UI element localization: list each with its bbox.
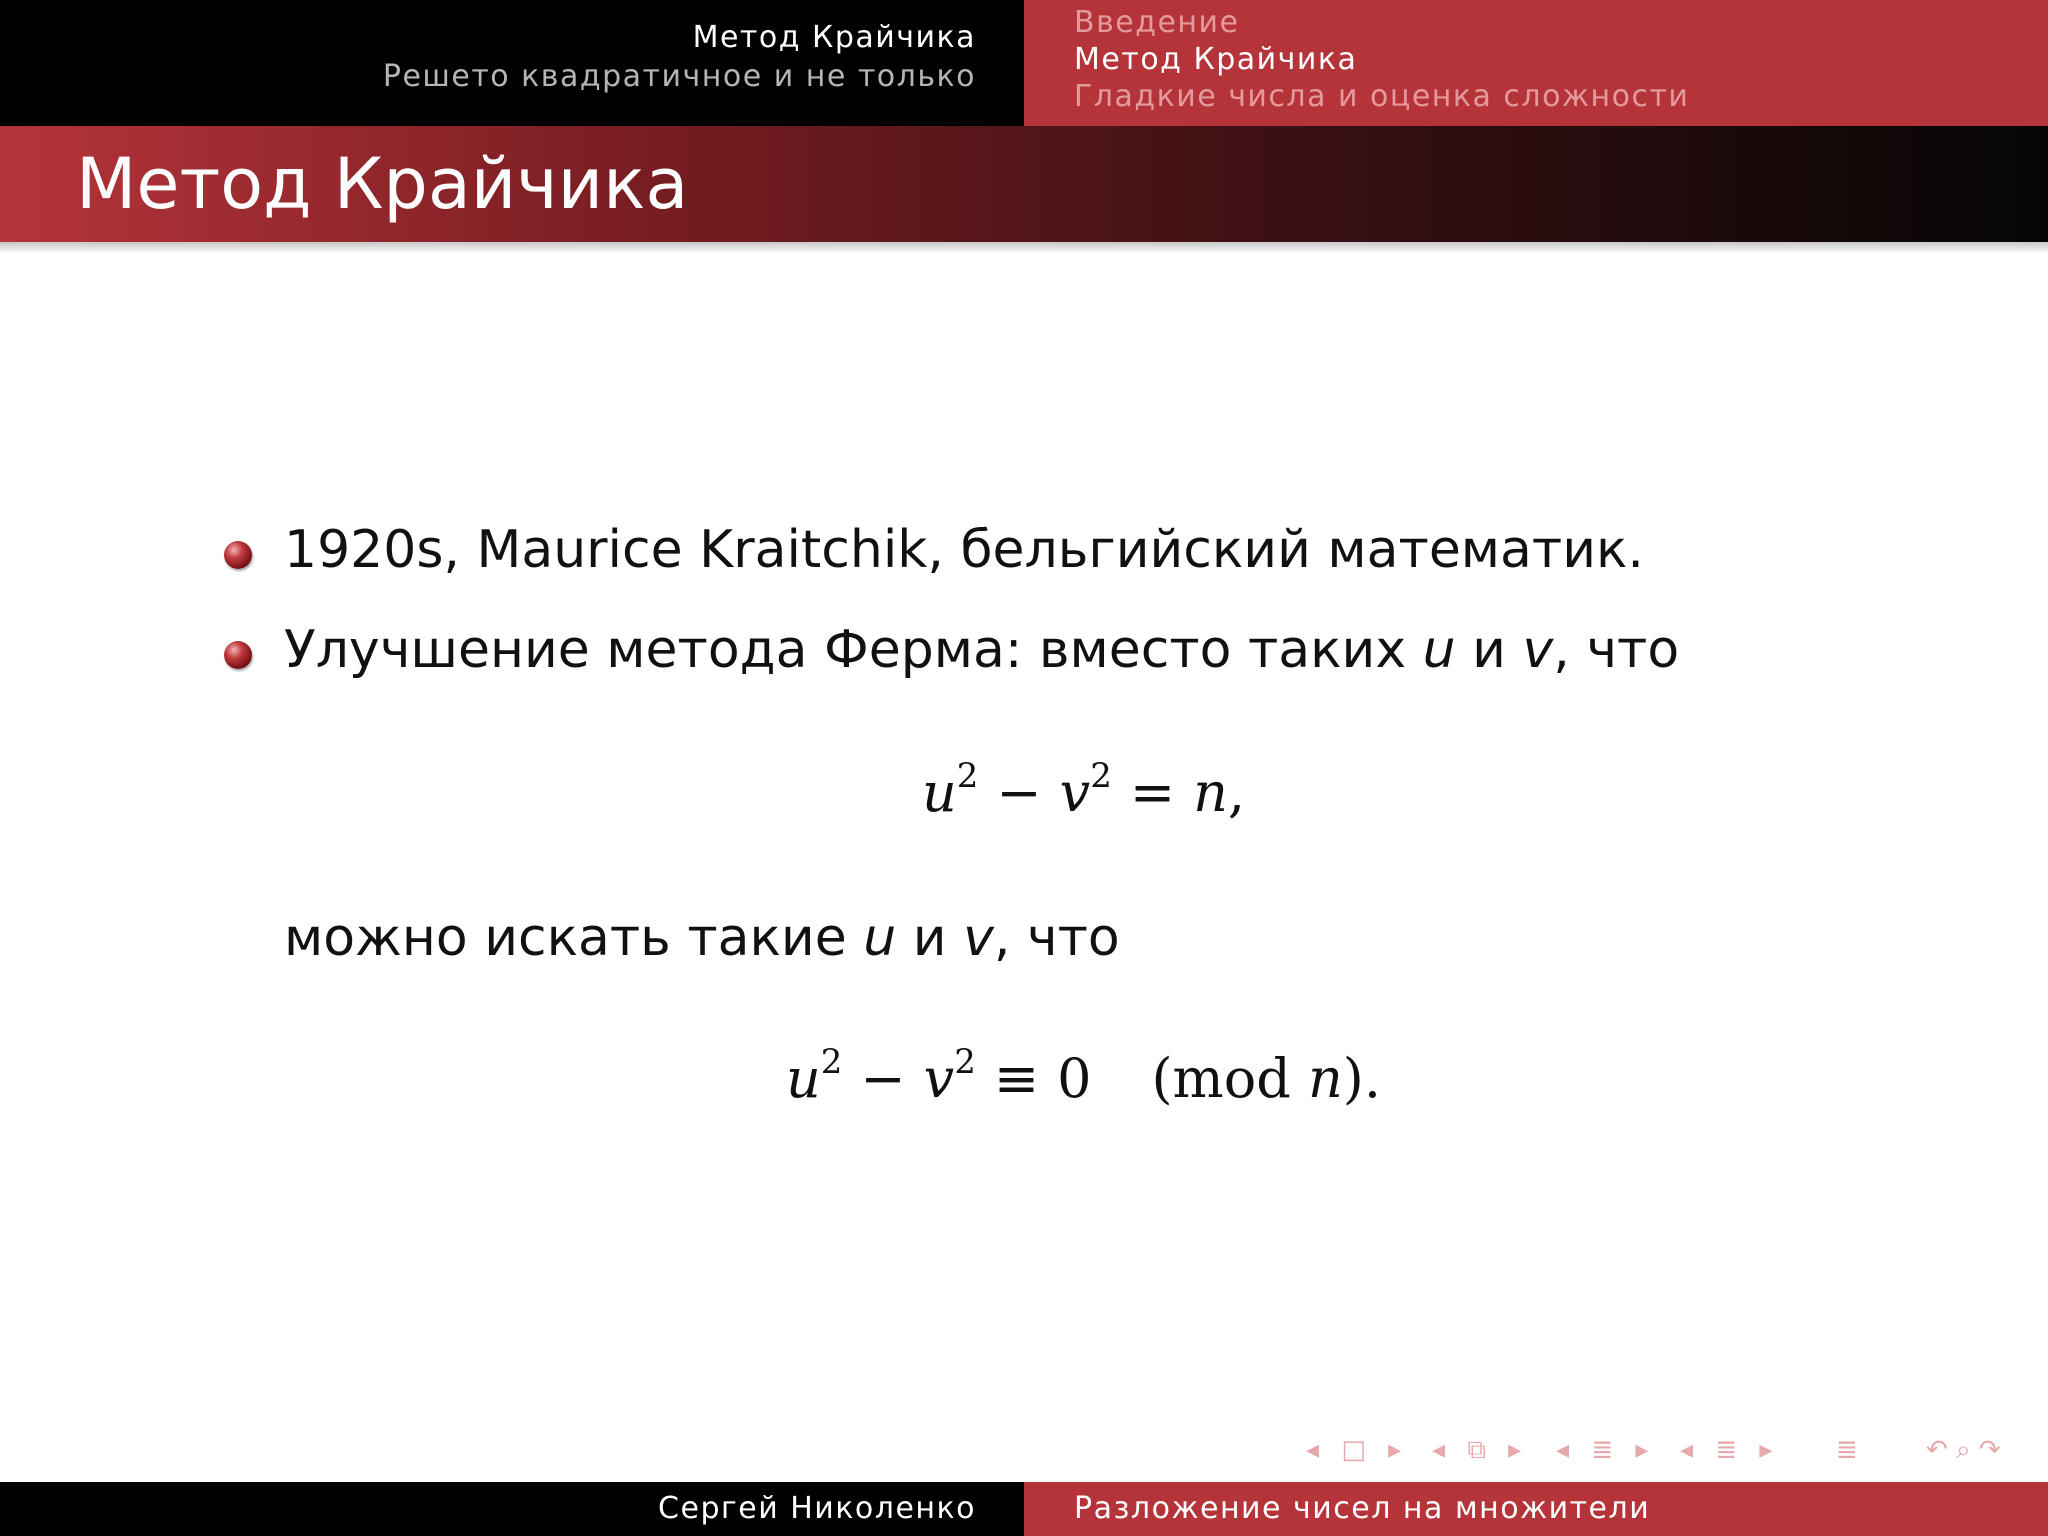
eq1-u: u — [922, 761, 957, 824]
section-link-smooth-numbers[interactable]: Гладкие числа и оценка сложности — [1074, 79, 1690, 114]
eq2-mod-open: (mod — [1151, 1047, 1291, 1110]
header-section-nav — [1024, 0, 2048, 126]
bullet-item-2-text: Улучшение метода Ферма: вместо таких — [284, 620, 1407, 680]
eq1-minus: − — [996, 761, 1042, 824]
eq1-exp-u: 2 — [956, 756, 979, 797]
undo-icon[interactable]: ↶ — [1926, 1435, 1948, 1465]
var-v: v — [963, 908, 994, 968]
subsection-icon[interactable]: ≣ — [1715, 1435, 1738, 1465]
title-bar-shadow — [0, 242, 2048, 254]
eq2-exp-v: 2 — [954, 1042, 976, 1083]
header-presentation-title[interactable]: Решето квадратичное и не только — [382, 59, 976, 94]
arrow-right-icon[interactable]: ▸ — [1759, 1435, 1773, 1465]
eq2-minus: − — [860, 1047, 906, 1110]
footer-author[interactable]: Сергей Николенко — [0, 1482, 1024, 1536]
section-link-kraitchik[interactable]: Метод Крайчика — [1074, 42, 1358, 77]
eq2-zero: 0 — [1057, 1047, 1092, 1110]
arrow-left-icon[interactable]: ◂ — [1432, 1435, 1446, 1465]
header-current-section[interactable]: Метод Крайчика — [692, 20, 976, 55]
bullet-icon — [224, 641, 252, 669]
equation-fermat — [922, 758, 1245, 828]
eq2-mod-close: ). — [1342, 1047, 1381, 1110]
arrow-right-icon[interactable]: ▸ — [1635, 1435, 1649, 1465]
nav-subsection-group — [1680, 1432, 1772, 1468]
redo-icon[interactable]: ↷ — [1978, 1435, 2001, 1465]
bullet-item-1: 1920s, Maurice Kraitchik, бельгийский математик. — [284, 520, 1644, 580]
eq2-v: v — [923, 1047, 955, 1110]
arrow-left-icon[interactable]: ◂ — [1556, 1435, 1570, 1465]
nav-section-group — [1556, 1432, 1648, 1468]
search-icon[interactable]: ⌕ — [1956, 1435, 1971, 1465]
comma-what: , что — [993, 908, 1120, 968]
var-u: u — [1422, 620, 1456, 680]
section-icon[interactable]: ≣ — [1591, 1435, 1614, 1465]
equation-congruence — [786, 1044, 1381, 1114]
align-icon[interactable]: ≣ — [1836, 1435, 1858, 1465]
arrow-right-icon[interactable]: ▸ — [1508, 1435, 1522, 1465]
header-left-panel — [0, 0, 1024, 126]
frame-title: Метод Крайчика — [76, 143, 689, 225]
eq1-n: n — [1193, 761, 1228, 824]
frame-icon[interactable]: □ — [1341, 1435, 1366, 1465]
eq1-exp-v: 2 — [1090, 756, 1112, 797]
middle-paragraph — [284, 908, 1120, 968]
frame-title-bar — [0, 126, 2048, 242]
comma-what: , что — [1553, 620, 1680, 680]
nav-search-group — [1926, 1432, 2001, 1468]
var-u: u — [863, 908, 897, 968]
nav-align-group — [1836, 1432, 1858, 1468]
arrow-left-icon[interactable]: ◂ — [1680, 1435, 1694, 1465]
var-v: v — [1522, 620, 1554, 680]
conjunction: и — [1472, 620, 1506, 680]
arrow-left-icon[interactable]: ◂ — [1306, 1435, 1320, 1465]
footer-talk-title[interactable]: Разложение чисел на множители — [1024, 1482, 2048, 1536]
frames-icon[interactable]: ⧉ — [1467, 1435, 1486, 1465]
nav-frame-group — [1306, 1432, 1401, 1468]
eq2-u: u — [786, 1047, 821, 1110]
section-link-intro[interactable]: Введение — [1074, 5, 1240, 40]
bullet-item-2 — [284, 620, 1679, 680]
arrow-right-icon[interactable]: ▸ — [1388, 1435, 1402, 1465]
eq1-v: v — [1059, 761, 1091, 824]
eq2-congruent: ≡ — [993, 1047, 1040, 1110]
eq2-exp-u: 2 — [820, 1042, 843, 1083]
eq1-equals: = — [1129, 761, 1176, 824]
middle-text: можно искать такие — [284, 908, 847, 968]
bullet-icon — [224, 541, 252, 569]
nav-frames-group — [1432, 1432, 1521, 1468]
conjunction: и — [912, 908, 947, 968]
eq1-comma: , — [1227, 761, 1246, 824]
eq2-mod-n: n — [1307, 1047, 1343, 1110]
